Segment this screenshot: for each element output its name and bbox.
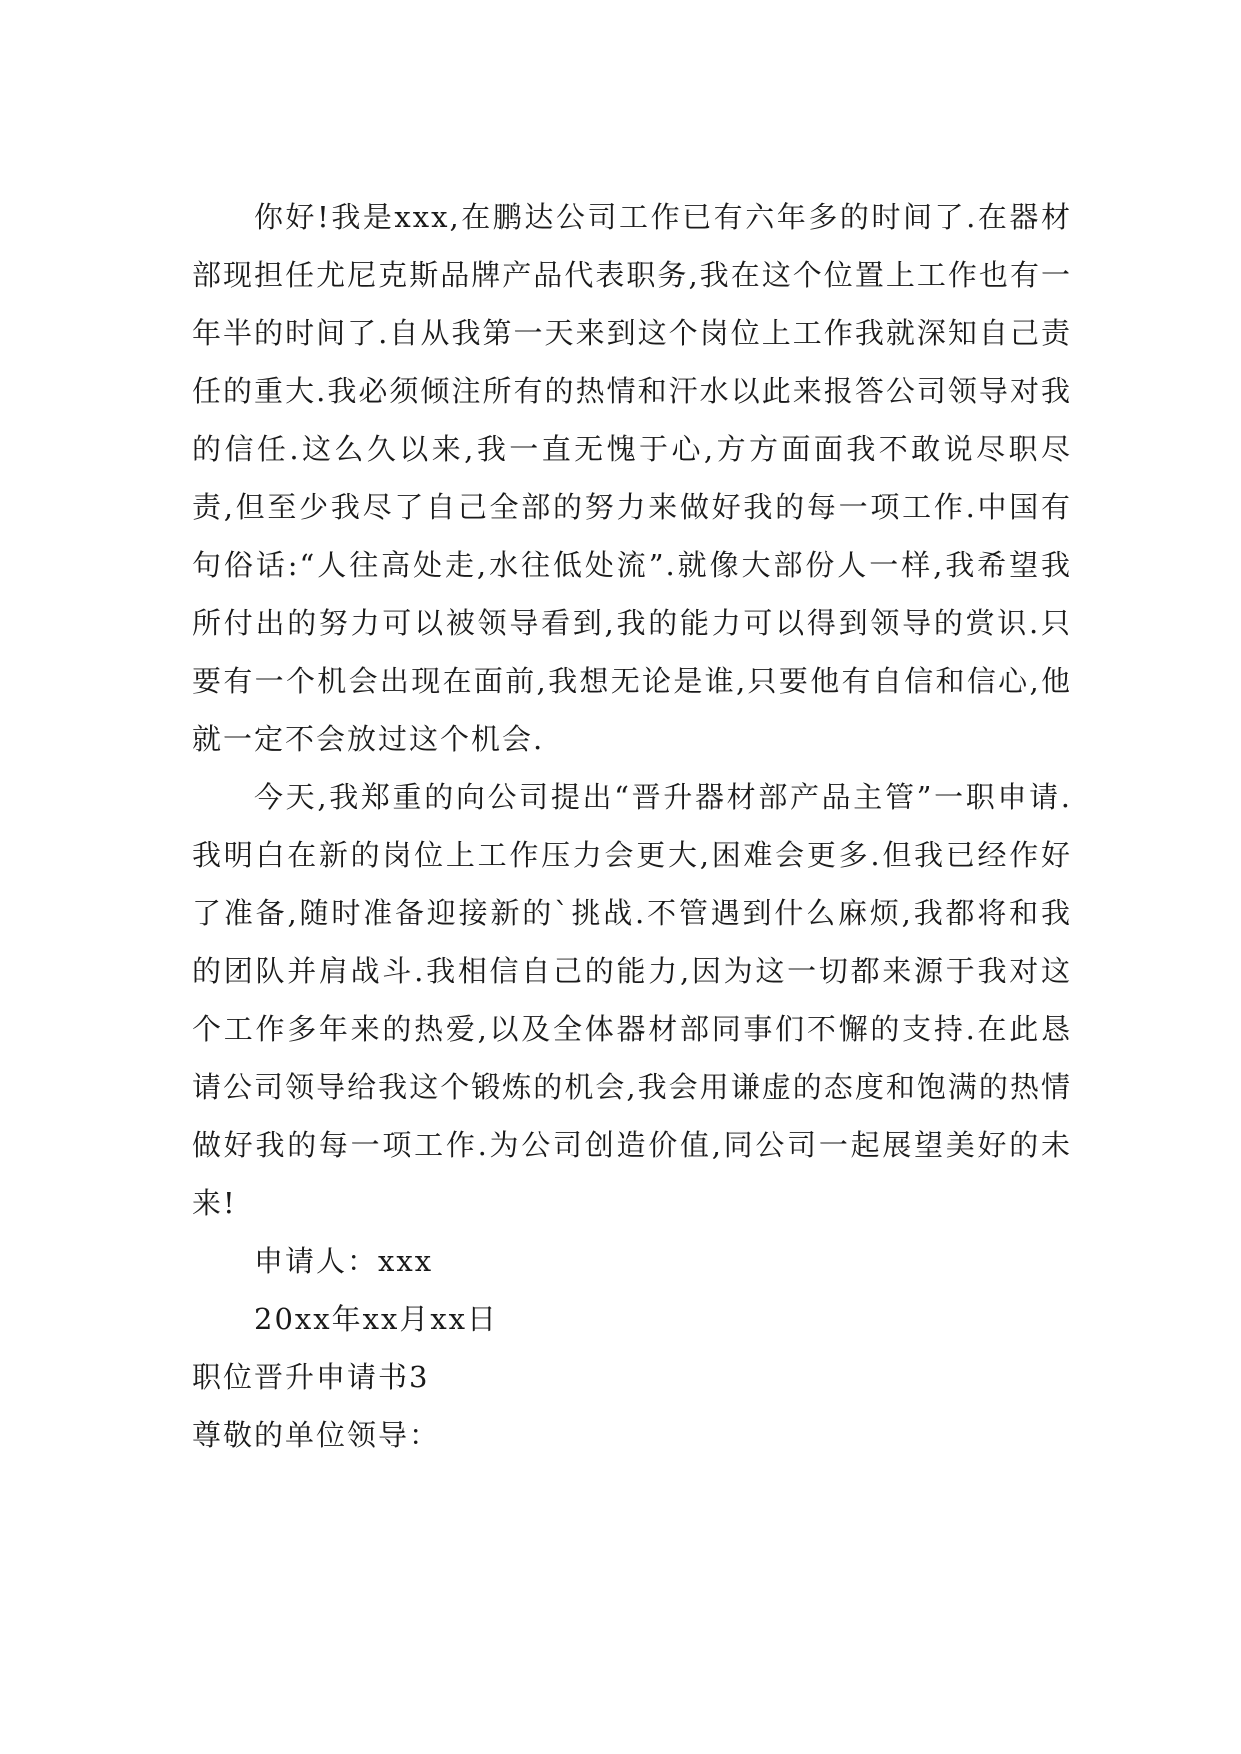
- salutation-line: 尊敬的单位领导：: [192, 1418, 441, 1452]
- body-paragraph-1: 你好!我是xxx,在鹏达公司工作已有六年多的时间了.在器材部现担任尤尼克斯品牌产品代表职务,我在这个位置上工作也有一年半的时间了.自从我第一天来到这个岗位上工作我就深知自己责任的重大.我必须倾注所有的热情和汗水以此来报答公司领导对我的信任.这么久以来,我一直无愧于心,方方面面我不敢说尽职尽责,但至少我尽了自己全部的努力来做好我的每一项工作.中国有句俗话:“人往高处走,水往低处流”.就像大部份人一样,我希望我所付出的努力可以被领导看到,我的能力可以得到领导的赏识.只要有一个机会出现在面前,我想无论是谁,只要他有自信和信心,他就一定不会放过这个机会.: [192, 200, 1072, 756]
- section-title: 职位晋升申请书3: [192, 1360, 430, 1394]
- date-line: 20xx年xx月xx日: [254, 1302, 499, 1336]
- applicant-line: 申请人：xxx: [254, 1244, 434, 1278]
- body-paragraph-2: 今天,我郑重的向公司提出“晋升器材部产品主管”一职申请.我明白在新的岗位上工作压力会更大,困难会更多.但我已经作好了准备,随时准备迎接新的`挑战.不管遇到什么麻烦,我都将和我的团队并肩战斗.我相信自己的能力,因为这一切都来源于我对这个工作多年来的热爱,以及全体器材部同事们不懈的支持.在此恳请公司领导给我这个锻炼的机会,我会用谦虚的态度和饱满的热情做好我的每一项工作.为公司创造价值,同公司一起展望美好的未来!: [192, 780, 1072, 1220]
- document-body: [192, 188, 1072, 1464]
